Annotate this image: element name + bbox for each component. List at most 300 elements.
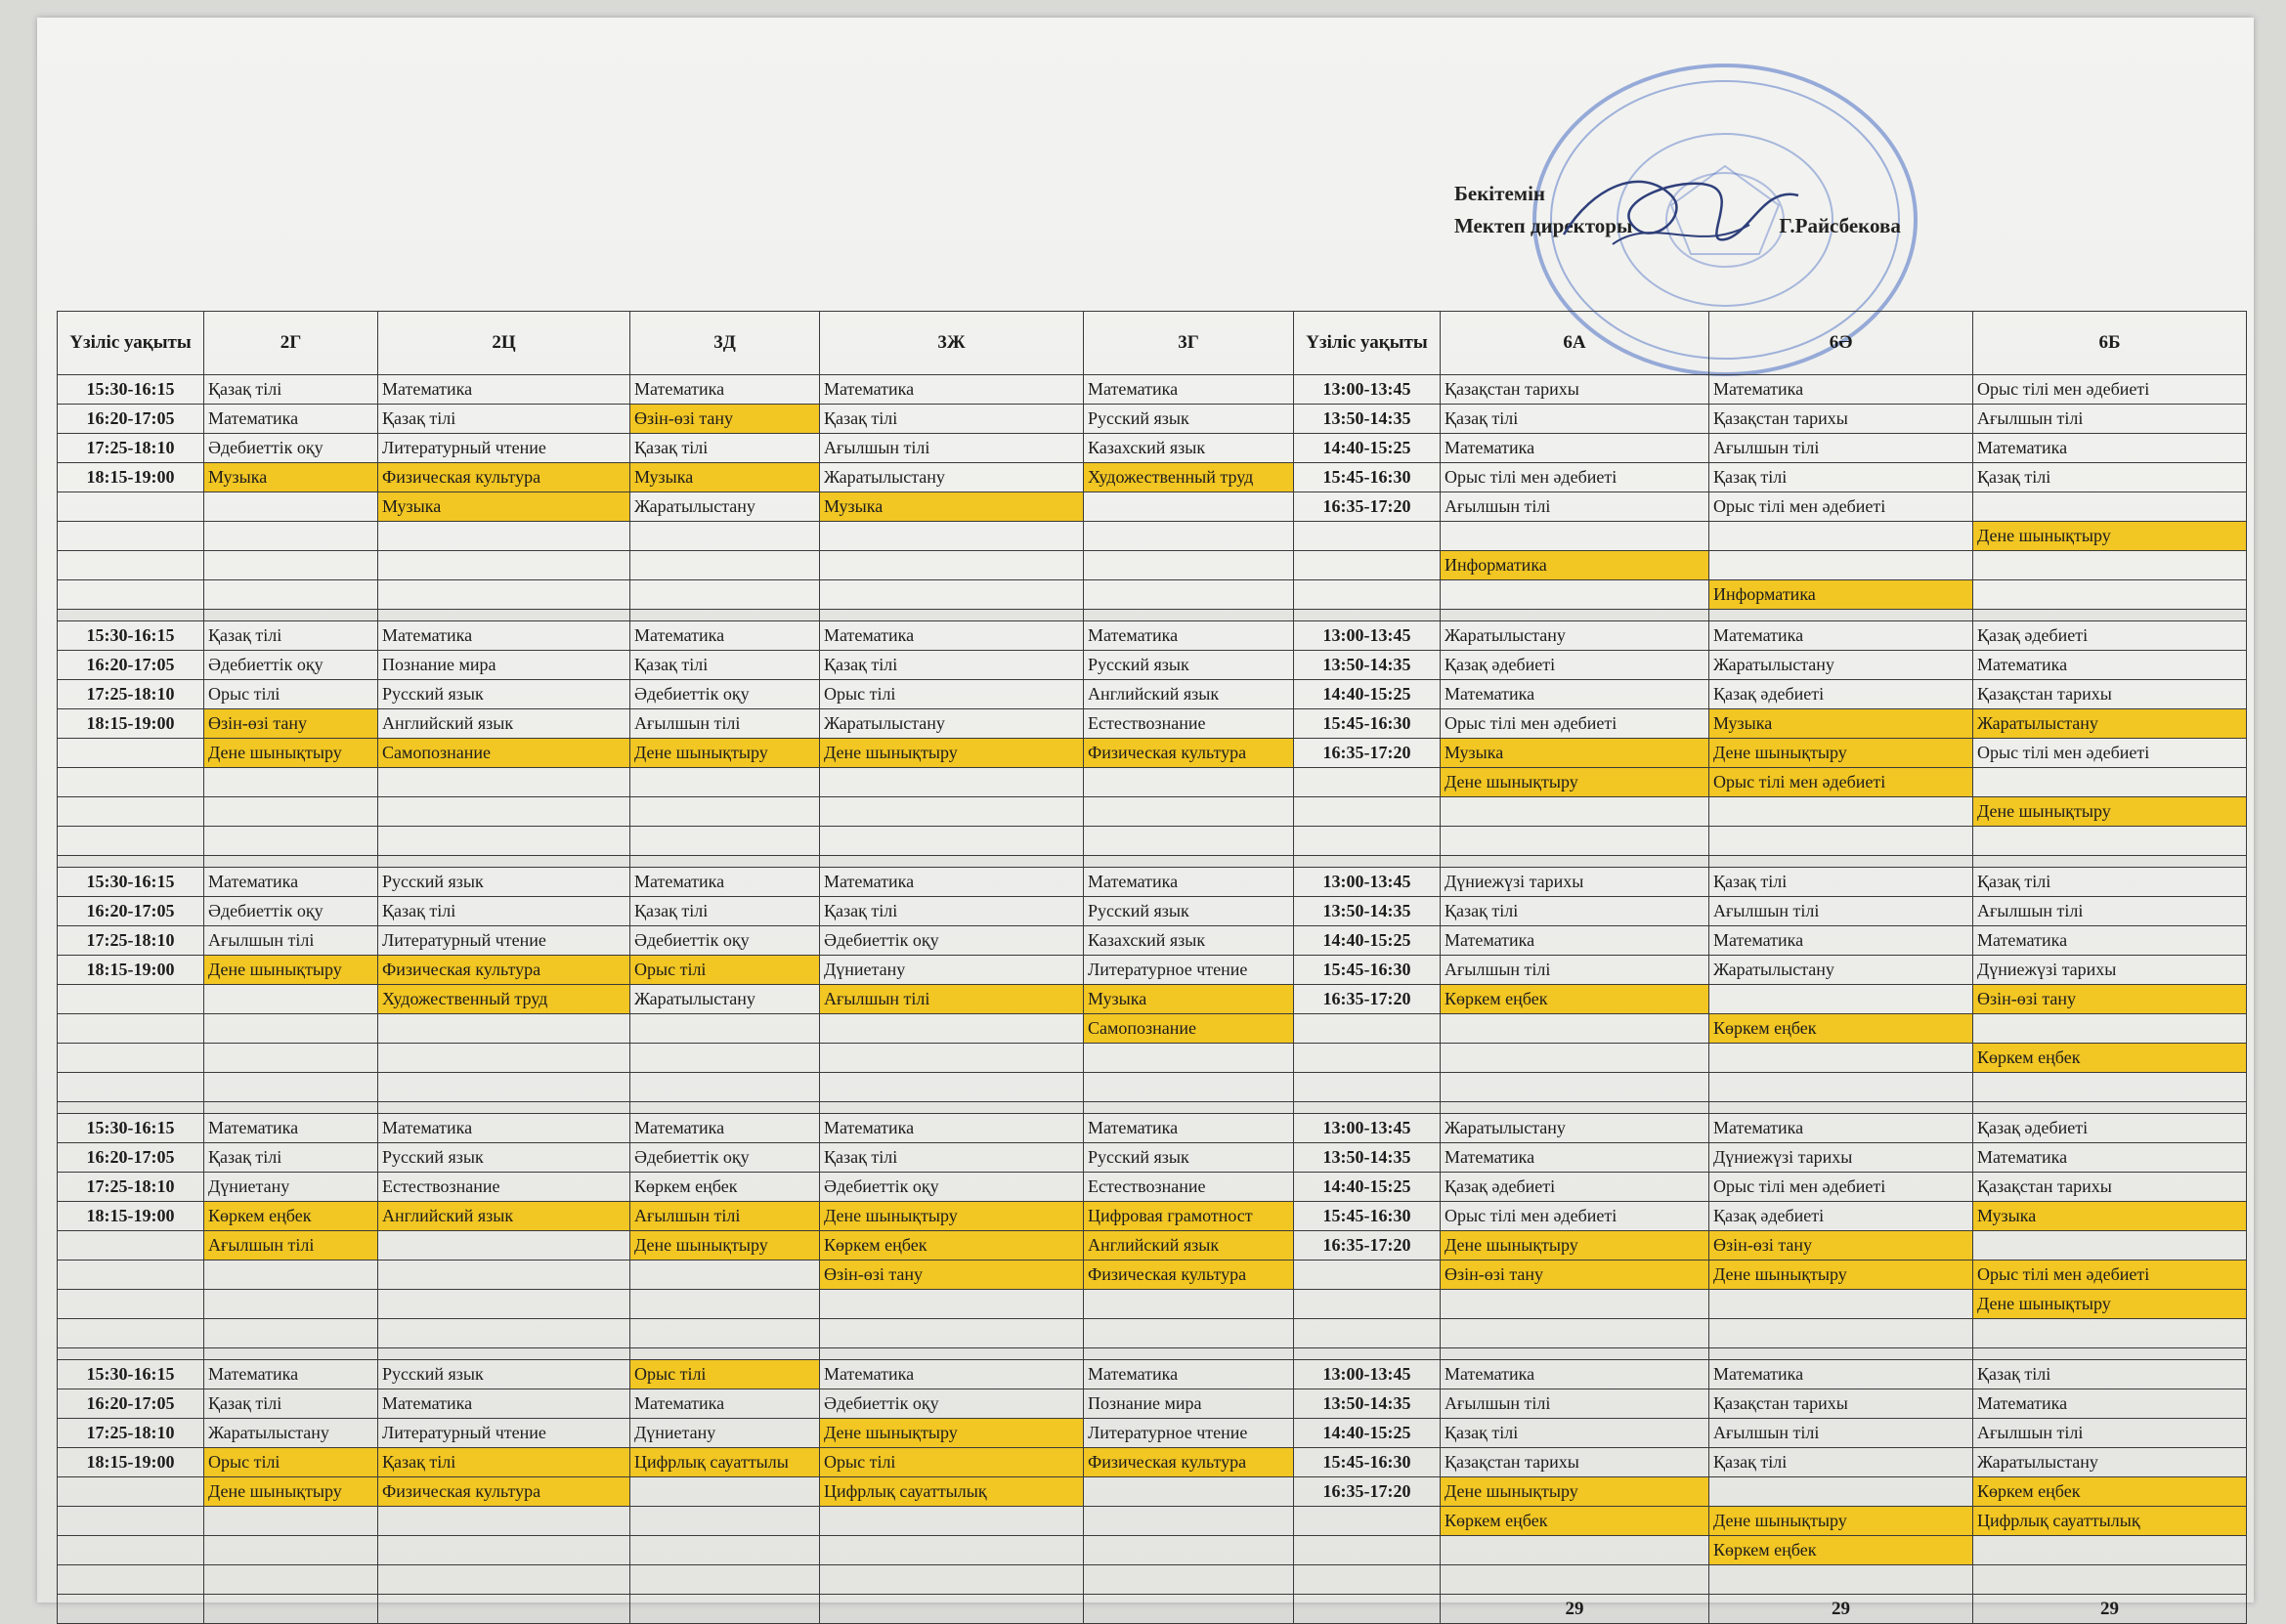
separator-cell <box>820 1348 1084 1360</box>
lesson-cell: Ағылшын тілі <box>1973 405 2247 434</box>
time-cell: 18:15-19:00 <box>58 1202 204 1231</box>
lesson-cell: Әдебиеттік оқу <box>820 1389 1084 1419</box>
lesson-cell <box>820 827 1084 856</box>
table-row <box>58 709 2247 739</box>
table-row <box>58 768 2247 797</box>
table-row <box>58 797 2247 827</box>
lesson-cell: Қазақстан тарихы <box>1973 680 2247 709</box>
lesson-cell <box>1709 1319 1973 1348</box>
lesson-cell: Математика <box>1441 1143 1709 1173</box>
lesson-cell: Ағылшын тілі <box>1709 1419 1973 1448</box>
column-header-class: 3Д <box>630 312 820 375</box>
lesson-cell <box>820 768 1084 797</box>
table-row <box>58 1073 2247 1102</box>
separator-cell <box>1294 610 1441 621</box>
lesson-cell <box>1973 1319 2247 1348</box>
time-cell: 15:45-16:30 <box>1294 463 1441 492</box>
lesson-cell <box>204 985 378 1014</box>
lesson-cell: Математика <box>1709 1360 1973 1389</box>
time-cell: 14:40-15:25 <box>1294 926 1441 956</box>
lesson-cell: Көркем еңбек <box>1709 1536 1973 1565</box>
separator-cell <box>1709 856 1973 868</box>
lesson-cell: Математика <box>1084 1114 1294 1143</box>
table-row <box>58 1231 2247 1261</box>
lesson-cell: Математика <box>204 1114 378 1143</box>
lesson-cell: Русский язык <box>378 680 630 709</box>
time-cell <box>1294 827 1441 856</box>
lesson-cell: Естествознание <box>378 1173 630 1202</box>
lesson-cell: Дене шынықтыру <box>1441 768 1709 797</box>
table-row <box>58 985 2247 1014</box>
lesson-cell <box>1973 1073 2247 1102</box>
lesson-cell: Литературное чтение <box>1084 1419 1294 1448</box>
lesson-cell <box>204 551 378 580</box>
time-cell: 15:30-16:15 <box>58 621 204 651</box>
lesson-cell <box>378 580 630 610</box>
lesson-cell <box>1441 1014 1709 1044</box>
lesson-cell: Английский язык <box>378 709 630 739</box>
lesson-cell <box>1973 1014 2247 1044</box>
lesson-cell: Қазақ тілі <box>630 434 820 463</box>
lesson-cell: Художественный труд <box>1084 463 1294 492</box>
lesson-cell: Орыс тілі мен әдебиеті <box>1441 463 1709 492</box>
lesson-cell: Ағылшын тілі <box>1709 897 1973 926</box>
lesson-cell <box>1084 1319 1294 1348</box>
time-cell: 15:45-16:30 <box>1294 709 1441 739</box>
separator-cell <box>1441 1102 1709 1114</box>
lesson-cell <box>630 580 820 610</box>
lesson-cell <box>630 1261 820 1290</box>
lesson-cell: Ағылшын тілі <box>630 709 820 739</box>
lesson-cell: Орыс тілі <box>630 1360 820 1389</box>
lesson-cell: Информатика <box>1441 551 1709 580</box>
table-row <box>58 1044 2247 1073</box>
lesson-cell: Әдебиеттік оқу <box>820 926 1084 956</box>
time-cell <box>58 985 204 1014</box>
lesson-cell: Өзін-өзі тану <box>1973 985 2247 1014</box>
lesson-cell: Математика <box>1084 868 1294 897</box>
lesson-cell: Математика <box>1441 680 1709 709</box>
lesson-cell <box>378 1319 630 1348</box>
time-cell: 14:40-15:25 <box>1294 434 1441 463</box>
total-hours-cell: 29 <box>1973 1595 2247 1624</box>
lesson-cell: Русский язык <box>1084 897 1294 926</box>
lesson-cell: Дене шынықтыру <box>204 739 378 768</box>
separator-cell <box>378 610 630 621</box>
lesson-cell <box>1709 797 1973 827</box>
lesson-cell <box>1084 522 1294 551</box>
lesson-cell: Ағылшын тілі <box>1973 897 2247 926</box>
lesson-cell: Орыс тілі мен әдебиеті <box>1441 709 1709 739</box>
separator-cell <box>1294 1348 1441 1360</box>
separator-cell <box>58 1102 204 1114</box>
lesson-cell <box>630 1319 820 1348</box>
lesson-cell: Ағылшын тілі <box>820 434 1084 463</box>
lesson-cell <box>1084 797 1294 827</box>
time-cell: 14:40-15:25 <box>1294 680 1441 709</box>
separator-cell <box>630 1102 820 1114</box>
time-cell <box>58 1536 204 1565</box>
lesson-cell: Ағылшын тілі <box>204 1231 378 1261</box>
column-header-class: 6А <box>1441 312 1709 375</box>
lesson-cell: Цифрлық сауаттылық <box>820 1477 1084 1507</box>
lesson-cell: Қазақ тілі <box>204 375 378 405</box>
lesson-cell: Орыс тілі мен әдебиеті <box>1709 492 1973 522</box>
time-cell: 16:20-17:05 <box>58 897 204 926</box>
lesson-cell: Самопознание <box>1084 1014 1294 1044</box>
lesson-cell: Қазақстан тарихы <box>1709 405 1973 434</box>
separator-cell <box>1084 1348 1294 1360</box>
lesson-cell <box>1973 580 2247 610</box>
director-title: Мектеп директоры <box>1454 214 1633 237</box>
lesson-cell: Математика <box>1973 1389 2247 1419</box>
lesson-cell <box>378 1014 630 1044</box>
lesson-cell <box>630 1536 820 1565</box>
time-cell <box>58 1319 204 1348</box>
lesson-cell: Дүниетану <box>630 1419 820 1448</box>
separator-cell <box>58 610 204 621</box>
separator-cell <box>820 856 1084 868</box>
time-cell: 18:15-19:00 <box>58 956 204 985</box>
lesson-cell: Математика <box>1973 926 2247 956</box>
table-row <box>58 926 2247 956</box>
lesson-cell <box>1084 1507 1294 1536</box>
table-row <box>58 1448 2247 1477</box>
separator-cell <box>1709 1102 1973 1114</box>
table-row <box>58 1202 2247 1231</box>
lesson-cell <box>1441 522 1709 551</box>
time-cell <box>1294 1319 1441 1348</box>
lesson-cell: Қазақ әдебиеті <box>1709 1202 1973 1231</box>
lesson-cell: Познание мира <box>1084 1389 1294 1419</box>
day-separator <box>58 856 2247 868</box>
lesson-cell: Қазақ тілі <box>378 1448 630 1477</box>
time-cell: 18:15-19:00 <box>58 1448 204 1477</box>
lesson-cell <box>630 1565 820 1595</box>
lesson-cell: Орыс тілі мен әдебиеті <box>1709 1173 1973 1202</box>
lesson-cell <box>820 1290 1084 1319</box>
time-cell: 18:15-19:00 <box>58 463 204 492</box>
table-row <box>58 1389 2247 1419</box>
lesson-cell: Познание мира <box>378 651 630 680</box>
lesson-cell: Математика <box>1709 1114 1973 1143</box>
lesson-cell: Жаратылыстану <box>1709 956 1973 985</box>
lesson-cell: Музыка <box>1084 985 1294 1014</box>
time-cell: 13:50-14:35 <box>1294 897 1441 926</box>
timetable-body <box>58 375 2247 1624</box>
lesson-cell: Математика <box>378 375 630 405</box>
time-cell: 17:25-18:10 <box>58 680 204 709</box>
lesson-cell: Английский язык <box>378 1202 630 1231</box>
time-cell: 16:20-17:05 <box>58 651 204 680</box>
lesson-cell: Орыс тілі мен әдебиеті <box>1709 768 1973 797</box>
lesson-cell <box>204 827 378 856</box>
lesson-cell: Дүниежүзі тарихы <box>1441 868 1709 897</box>
total-hours-cell <box>820 1595 1084 1624</box>
lesson-cell <box>1973 1536 2247 1565</box>
lesson-cell: Қазақ тілі <box>1441 1419 1709 1448</box>
lesson-cell: Өзін-өзі тану <box>820 1261 1084 1290</box>
total-hours-cell: 29 <box>1709 1595 1973 1624</box>
time-cell <box>1294 1014 1441 1044</box>
lesson-cell: Английский язык <box>1084 1231 1294 1261</box>
separator-cell <box>820 1102 1084 1114</box>
lesson-cell <box>1709 1073 1973 1102</box>
lesson-cell: Қазақстан тарихы <box>1709 1389 1973 1419</box>
table-row <box>58 463 2247 492</box>
lesson-cell: Математика <box>1973 651 2247 680</box>
time-cell <box>58 492 204 522</box>
table-row <box>58 1477 2247 1507</box>
table-row <box>58 1536 2247 1565</box>
column-header-class: 6Ә <box>1709 312 1973 375</box>
lesson-cell: Дене шынықтыру <box>204 956 378 985</box>
lesson-cell: Математика <box>1973 1143 2247 1173</box>
lesson-cell <box>1973 768 2247 797</box>
time-cell: 13:00-13:45 <box>1294 1114 1441 1143</box>
time-cell <box>58 1014 204 1044</box>
lesson-cell <box>378 1536 630 1565</box>
separator-cell <box>1441 610 1709 621</box>
lesson-cell <box>204 797 378 827</box>
lesson-cell: Литературный чтение <box>378 926 630 956</box>
lesson-cell: Математика <box>1709 375 1973 405</box>
lesson-cell <box>204 580 378 610</box>
lesson-cell <box>820 797 1084 827</box>
lesson-cell: Әдебиеттік оқу <box>204 434 378 463</box>
lesson-cell: Музыка <box>204 463 378 492</box>
lesson-cell <box>1973 492 2247 522</box>
lesson-cell: Қазақстан тарихы <box>1441 375 1709 405</box>
separator-cell <box>1294 856 1441 868</box>
time-cell: 13:00-13:45 <box>1294 375 1441 405</box>
lesson-cell <box>1709 1477 1973 1507</box>
lesson-cell: Математика <box>820 868 1084 897</box>
separator-cell <box>630 1348 820 1360</box>
director-signature <box>1554 156 1808 264</box>
time-cell <box>58 1073 204 1102</box>
lesson-cell <box>378 1290 630 1319</box>
lesson-cell: Дене шынықтыру <box>630 1231 820 1261</box>
time-cell: 17:25-18:10 <box>58 434 204 463</box>
time-cell <box>1294 1536 1441 1565</box>
time-cell <box>58 1261 204 1290</box>
time-cell: 16:35-17:20 <box>1294 492 1441 522</box>
lesson-cell: Әдебиеттік оқу <box>630 926 820 956</box>
table-row <box>58 1143 2247 1173</box>
lesson-cell: Цифровая грамотност <box>1084 1202 1294 1231</box>
separator-cell <box>378 1102 630 1114</box>
time-cell <box>58 551 204 580</box>
separator-cell <box>204 1102 378 1114</box>
separator-cell <box>378 856 630 868</box>
lesson-cell: Дүниетану <box>820 956 1084 985</box>
director-name: Г.Райсбекова <box>1779 214 1901 237</box>
lesson-cell <box>1084 1044 1294 1073</box>
lesson-cell <box>204 768 378 797</box>
lesson-cell: Музыка <box>1441 739 1709 768</box>
separator-cell <box>1973 610 2247 621</box>
lesson-cell: Жаратылыстану <box>1973 709 2247 739</box>
table-row <box>58 680 2247 709</box>
table-row <box>58 1290 2247 1319</box>
time-cell <box>58 1477 204 1507</box>
lesson-cell: Қазақ тілі <box>630 897 820 926</box>
separator-cell <box>58 1348 204 1360</box>
separator-cell <box>1084 610 1294 621</box>
time-cell: 15:45-16:30 <box>1294 1202 1441 1231</box>
time-cell <box>1294 580 1441 610</box>
lesson-cell: Көркем еңбек <box>1973 1044 2247 1073</box>
table-row <box>58 1319 2247 1348</box>
lesson-cell: Әдебиеттік оқу <box>204 897 378 926</box>
lesson-cell <box>1973 1565 2247 1595</box>
lesson-cell: Көркем еңбек <box>1973 1477 2247 1507</box>
time-cell <box>58 1565 204 1595</box>
lesson-cell: Жаратылыстану <box>630 985 820 1014</box>
time-cell: 16:35-17:20 <box>1294 1477 1441 1507</box>
lesson-cell <box>378 1073 630 1102</box>
lesson-cell <box>820 522 1084 551</box>
lesson-cell: Математика <box>378 621 630 651</box>
header-row <box>58 312 2247 375</box>
lesson-cell: Ағылшын тілі <box>1973 1419 2247 1448</box>
lesson-cell: Өзін-өзі тану <box>204 709 378 739</box>
lesson-cell: Русский язык <box>1084 1143 1294 1173</box>
lesson-cell <box>820 1536 1084 1565</box>
lesson-cell: Өзін-өзі тану <box>1709 1231 1973 1261</box>
lesson-cell: Дене шынықтыру <box>1441 1477 1709 1507</box>
lesson-cell: Ағылшын тілі <box>1441 492 1709 522</box>
lesson-cell <box>204 1261 378 1290</box>
time-cell <box>1294 522 1441 551</box>
lesson-cell: Художественный труд <box>378 985 630 1014</box>
lesson-cell: Ағылшын тілі <box>1709 434 1973 463</box>
lesson-cell: Русский язык <box>1084 651 1294 680</box>
time-cell <box>58 768 204 797</box>
lesson-cell <box>630 827 820 856</box>
time-cell <box>58 580 204 610</box>
lesson-cell: Математика <box>1973 434 2247 463</box>
lesson-cell: Русский язык <box>378 868 630 897</box>
lesson-cell: Жаратылыстану <box>1441 621 1709 651</box>
table-row <box>58 522 2247 551</box>
lesson-cell: Дене шынықтыру <box>1709 1261 1973 1290</box>
lesson-cell <box>1709 1290 1973 1319</box>
lesson-cell: Қазақ тілі <box>1973 463 2247 492</box>
column-header-break-time: Үзіліс уақыты <box>1294 312 1441 375</box>
lesson-cell: Көркем еңбек <box>1441 1507 1709 1536</box>
total-hours-cell <box>1294 1595 1441 1624</box>
time-cell <box>1294 1044 1441 1073</box>
separator-cell <box>1441 856 1709 868</box>
lesson-cell <box>820 1565 1084 1595</box>
lesson-cell: Физическая культура <box>378 1477 630 1507</box>
time-cell: 16:35-17:20 <box>1294 985 1441 1014</box>
lesson-cell: Жаратылыстану <box>820 463 1084 492</box>
lesson-cell: Қазақ әдебиеті <box>1973 1114 2247 1143</box>
lesson-cell: Дене шынықтыру <box>1973 522 2247 551</box>
table-row <box>58 1419 2247 1448</box>
table-row <box>58 375 2247 405</box>
table-row <box>58 580 2247 610</box>
lesson-cell <box>1441 1073 1709 1102</box>
lesson-cell <box>1084 1477 1294 1507</box>
table-row <box>58 621 2247 651</box>
lesson-cell: Естествознание <box>1084 709 1294 739</box>
lesson-cell <box>204 1073 378 1102</box>
day-separator <box>58 1348 2247 1360</box>
separator-cell <box>378 1348 630 1360</box>
lesson-cell <box>820 551 1084 580</box>
time-cell <box>1294 1261 1441 1290</box>
lesson-cell: Физическая культура <box>1084 739 1294 768</box>
lesson-cell: Математика <box>630 1389 820 1419</box>
lesson-cell: Жаратылыстану <box>820 709 1084 739</box>
lesson-cell: Көркем еңбек <box>820 1231 1084 1261</box>
day-separator <box>58 1102 2247 1114</box>
time-cell: 17:25-18:10 <box>58 1419 204 1448</box>
lesson-cell: Физическая культура <box>1084 1261 1294 1290</box>
table-row <box>58 1565 2247 1595</box>
separator-cell <box>1084 856 1294 868</box>
table-row <box>58 1114 2247 1143</box>
time-cell: 15:45-16:30 <box>1294 1448 1441 1477</box>
lesson-cell: Дүниежүзі тарихы <box>1709 1143 1973 1173</box>
table-row <box>58 956 2247 985</box>
lesson-cell <box>820 1319 1084 1348</box>
lesson-cell: Орыс тілі <box>204 1448 378 1477</box>
lesson-cell: Қазақ тілі <box>1709 868 1973 897</box>
lesson-cell <box>1084 492 1294 522</box>
time-cell: 13:50-14:35 <box>1294 405 1441 434</box>
lesson-cell: Көркем еңбек <box>204 1202 378 1231</box>
separator-cell <box>1973 1102 2247 1114</box>
lesson-cell <box>204 1014 378 1044</box>
lesson-cell: Цифрлық сауаттылы <box>630 1448 820 1477</box>
lesson-cell: Естествознание <box>1084 1173 1294 1202</box>
lesson-cell: Ағылшын тілі <box>1441 1389 1709 1419</box>
lesson-cell: Математика <box>204 405 378 434</box>
lesson-cell <box>630 1477 820 1507</box>
lesson-cell: Орыс тілі мен әдебиеті <box>1441 1202 1709 1231</box>
lesson-cell: Казахский язык <box>1084 434 1294 463</box>
table-row <box>58 897 2247 926</box>
lesson-cell <box>820 580 1084 610</box>
separator-cell <box>1709 610 1973 621</box>
total-hours-cell <box>378 1595 630 1624</box>
lesson-cell <box>204 1290 378 1319</box>
lesson-cell: Қазақ әдебиеті <box>1709 680 1973 709</box>
table-row <box>58 739 2247 768</box>
time-cell: 13:00-13:45 <box>1294 868 1441 897</box>
time-cell <box>1294 1073 1441 1102</box>
time-cell: 17:25-18:10 <box>58 1173 204 1202</box>
lesson-cell <box>630 551 820 580</box>
table-row <box>58 1014 2247 1044</box>
lesson-cell: Қазақ тілі <box>820 405 1084 434</box>
lesson-cell <box>204 492 378 522</box>
lesson-cell: Қазақ әдебиеті <box>1441 1173 1709 1202</box>
time-cell: 13:50-14:35 <box>1294 1143 1441 1173</box>
lesson-cell: Көркем еңбек <box>1441 985 1709 1014</box>
separator-cell <box>1441 1348 1709 1360</box>
lesson-cell <box>1084 1565 1294 1595</box>
table-row <box>58 434 2247 463</box>
time-cell: 13:00-13:45 <box>1294 1360 1441 1389</box>
time-cell: 14:40-15:25 <box>1294 1419 1441 1448</box>
column-header-class: 3Г <box>1084 312 1294 375</box>
